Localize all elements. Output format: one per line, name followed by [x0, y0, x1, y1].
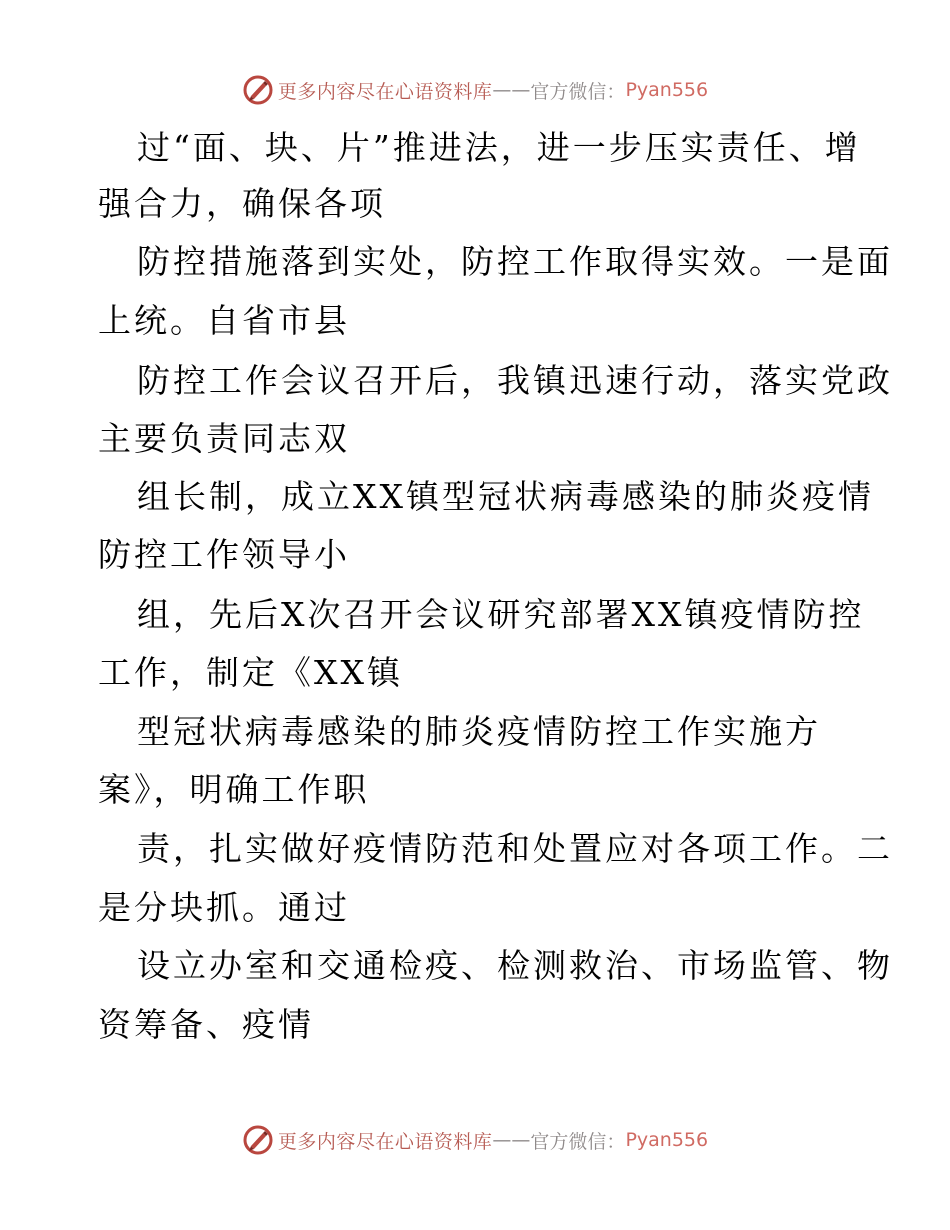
body-line: 责，扎实做好疫情防范和处置应对各项工作。二: [137, 829, 893, 868]
body-line: 是分块抓。通过: [98, 888, 350, 927]
watermark-contact-label: 官方微信：: [530, 80, 626, 103]
body-line: 组长制，成立XX镇型冠状病毒感染的肺炎疫情: [137, 477, 874, 516]
pen-logo-icon: [242, 74, 274, 106]
body-line: 上统。自省市县: [98, 301, 350, 340]
body-line: 案》，明确工作职: [98, 770, 370, 809]
pen-logo-icon: [242, 1124, 274, 1156]
body-line: 组，先后X次召开会议研究部署XX镇疫情防控: [137, 595, 865, 634]
body-line: 强合力，确保各项: [98, 184, 386, 223]
watermark-dash: ——: [492, 1129, 531, 1151]
body-line: 过“面、块、片”推进法，进一步压实责任、增: [137, 128, 861, 167]
body-line: 防控措施落到实处，防控工作取得实效。一是面: [137, 242, 893, 281]
body-line: 资筹备、疫情: [98, 1005, 314, 1044]
body-line: 工作，制定《XX镇: [98, 653, 403, 692]
watermark-site-text: 更多内容尽在心语资料库: [277, 1130, 493, 1153]
watermark-contact-label: 官方微信：: [530, 1130, 626, 1153]
watermark-contact-id: Pyan556: [625, 79, 709, 101]
footer-watermark: [0, 1120, 950, 1160]
body-line: 型冠状病毒感染的肺炎疫情防控工作实施方: [137, 712, 821, 751]
body-line: 设立办室和交通检疫、检测救治、市场监管、物: [137, 946, 893, 985]
header-watermark: [0, 70, 950, 110]
body-line: 主要负责同志双: [98, 419, 350, 458]
watermark-contact-id: Pyan556: [625, 1129, 709, 1151]
body-line: 防控工作会议召开后，我镇迅速行动，落实党政: [137, 361, 893, 400]
body-line: 防控工作领导小: [98, 535, 350, 574]
watermark-dash: ——: [492, 79, 531, 101]
watermark-site-text: 更多内容尽在心语资料库: [277, 80, 493, 103]
